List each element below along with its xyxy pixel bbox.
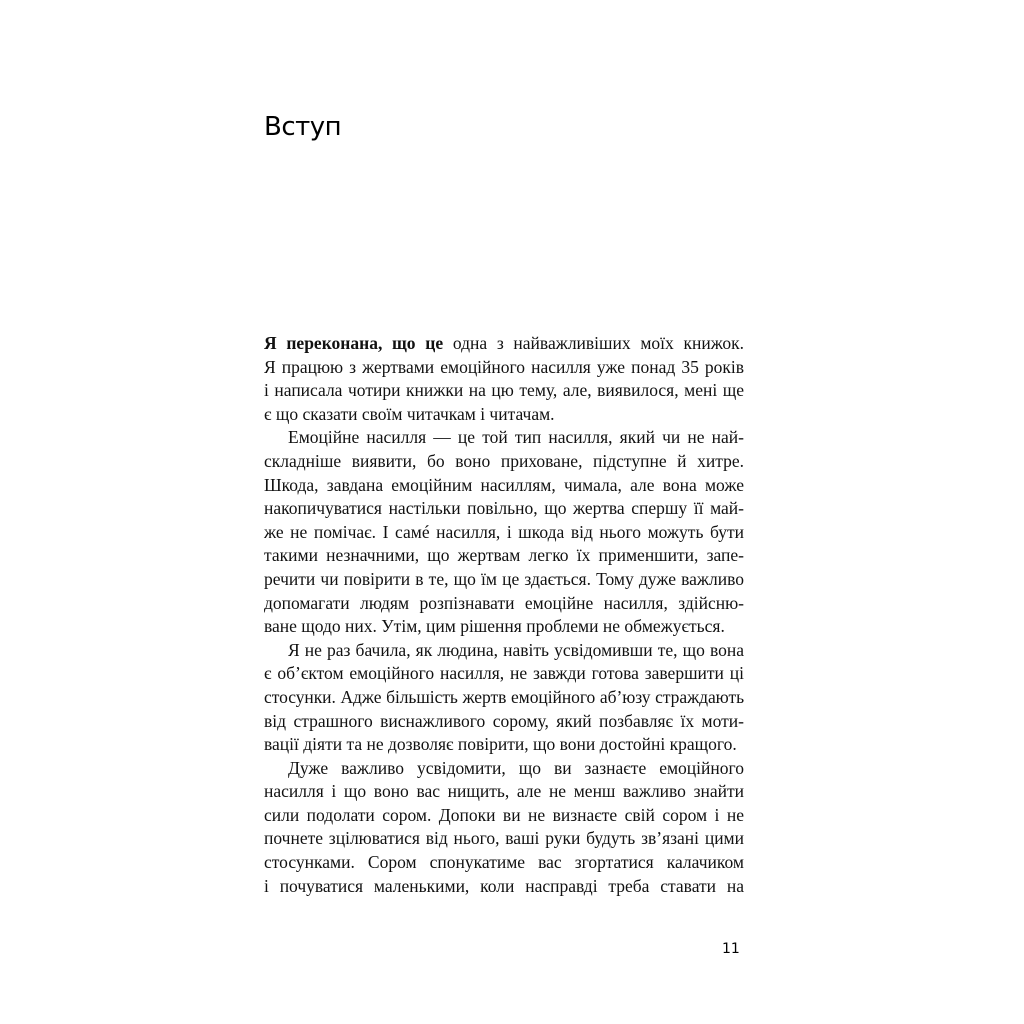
- text-line: сили подолати сором. Допоки ви не визнаєте свій сором і не: [264, 804, 744, 825]
- text-line: і написала чотири книжки на цю тему, але, виявилося, мені ще: [264, 380, 744, 401]
- text-line: почнете зцілюватися від нього, ваші руки будуть зв’язані цими: [264, 828, 744, 849]
- text-line: же не помічає. І самé насилля, і шкода від нього можуть бути: [264, 521, 744, 542]
- text-line: Дуже важливо усвідомити, що ви зазнаєте емоційного: [288, 757, 744, 778]
- paragraph-4: [264, 757, 744, 899]
- text-line: Я переконана, що це одна з найважливіших моїх книжок.: [264, 333, 744, 353]
- text-line: стосунки. Адже більшість жертв емоційного аб’юзу страждають: [264, 686, 744, 707]
- text-line: Я не раз бачила, як людина, навіть усвідомивши те, що вона: [288, 639, 744, 660]
- text-line: є об’єктом емоційного насилля, не завжди готова завершити ці: [264, 663, 744, 684]
- paragraph-2: [264, 426, 744, 638]
- text-line: вації діяти та не дозволяє повірити, що вони достойні кращого.: [264, 734, 737, 755]
- text-line: допомагати людям розпізнавати емоційне насилля, здійсню-: [264, 592, 744, 613]
- body-text: [264, 332, 744, 898]
- paragraph-1: [264, 332, 744, 426]
- text-line: Емоційне насилля — це той тип насилля, який чи не най-: [288, 427, 744, 448]
- text-line: є що сказати своїм читачкам і читачам.: [264, 403, 555, 424]
- lead-in-bold: Я переконана, що це: [264, 333, 444, 353]
- text-line: такими незначними, що жертвам легко їх применшити, запе-: [264, 545, 744, 566]
- text-line: Я працюю з жертвами емоційного насилля уже понад 35 років: [264, 356, 744, 377]
- chapter-title: Вступ: [264, 112, 342, 142]
- text-line: складніше виявити, бо воно приховане, підступне й хитре.: [264, 450, 744, 471]
- text-line: Шкода, завдана емоційним насиллям, чимала, але вона може: [264, 474, 744, 495]
- text-line: і почуватися маленькими, коли насправді треба ставати на: [264, 875, 744, 896]
- text-line: стосунками. Сором спонукатиме вас згортатися калачиком: [264, 852, 744, 873]
- text-line: ване щодо них. Утім, цим рішення проблеми не обмежується.: [264, 616, 725, 637]
- text-line: насилля і що воно вас нищить, але не менш важливо знайти: [264, 781, 744, 802]
- text-line: накопичуватися настільки повільно, що жертва спершу її май-: [264, 498, 744, 519]
- page-number: 11: [722, 941, 740, 957]
- paragraph-3: [264, 639, 744, 757]
- text-line: речити чи повірити в те, що їм це здається. Тому дуже важливо: [264, 568, 744, 589]
- text-line: від страшного виснажливого сорому, який позбавляє їх моти-: [264, 710, 744, 731]
